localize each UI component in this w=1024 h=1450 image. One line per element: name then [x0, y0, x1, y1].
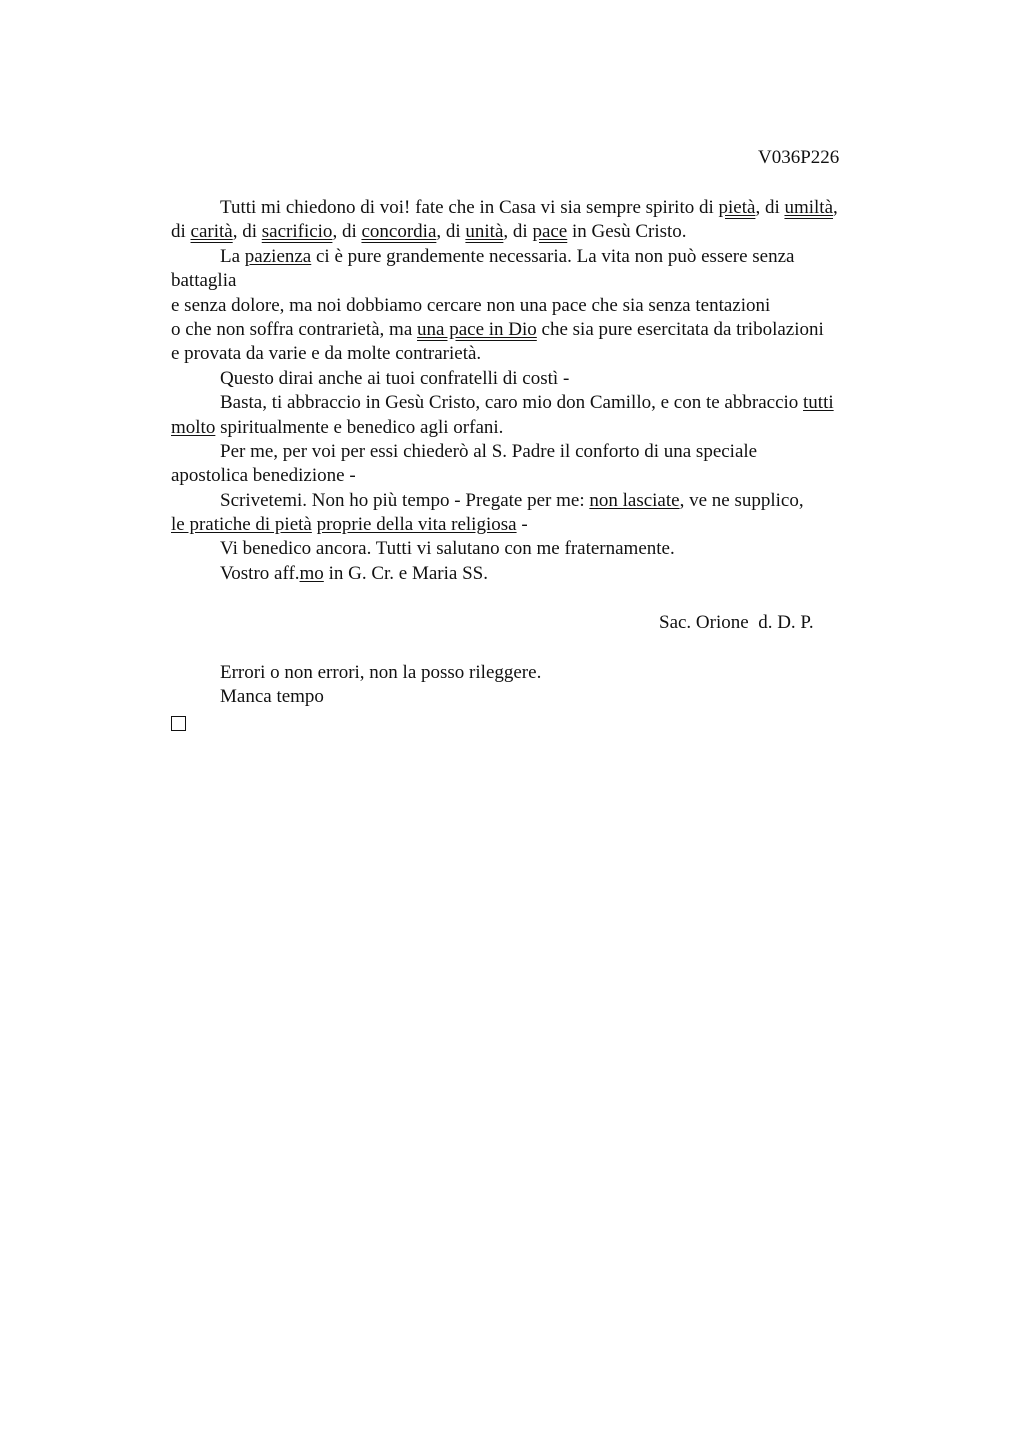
paragraph-2-line-2: battaglia [171, 270, 237, 292]
underlined-word: umiltà [784, 197, 834, 218]
underlined-phrase: le pratiche di pietà [171, 514, 312, 536]
underlined-phrase: non lasciate [589, 489, 680, 511]
underlined-word: unità [465, 221, 504, 243]
page-reference: V036P226 [758, 147, 840, 168]
underlined-phrase: proprie della vita religiosa [316, 514, 517, 536]
empty-box-icon [171, 716, 186, 731]
underlined-word: pazienza [244, 245, 312, 267]
paragraph-1-line-1: Tutti mi chiedono di voi! fate che in Casa vi sia sempre spirito di pietà, di umiltà, [220, 197, 838, 218]
signature: Sac. Orione d. D. P. [659, 612, 814, 633]
underlined-word: pace [532, 221, 568, 243]
postscript-line-1: Errori o non errori, non la posso rileggere. [220, 662, 542, 683]
underlined-word: molto [171, 416, 216, 438]
paragraph-7: Vi benedico ancora. Tutti vi salutano con me fraternamente. [220, 538, 675, 560]
paragraph-6-line-2: le pratiche di pietà proprie della vita religiosa - [171, 514, 528, 536]
underlined-abbreviation: mo [299, 562, 324, 584]
paragraph-5-line-1: Per me, per voi per essi chiederò al S. Padre il conforto di una speciale [220, 440, 758, 462]
letter-body [171, 196, 901, 586]
paragraph-3: Questo dirai anche ai tuoi confratelli di costì - [220, 367, 570, 389]
paragraph-2-line-4: o che non soffra contrarietà, ma una pace in Dio che sia pure esercitata da tribolazioni [171, 318, 824, 340]
postscript-line-2: Manca tempo [220, 686, 324, 708]
paragraph-6-line-1: Scrivetemi. Non ho più tempo - Pregate per me: non lasciate, ve ne supplico, [220, 489, 804, 511]
underlined-word: carità [190, 221, 233, 243]
paragraph-4-line-1: Basta, ti abbraccio in Gesù Cristo, caro mio don Camillo, e con te abbraccio tutti [220, 392, 834, 414]
paragraph-1-line-2: di carità, di sacrificio, di concordia, di unità, di pace in Gesù Cristo. [171, 221, 687, 243]
underlined-word: sacrificio [261, 221, 333, 243]
paragraph-2-line-3: e senza dolore, ma noi dobbiamo cercare non una pace che sia senza tentazioni [171, 294, 771, 316]
checkbox-glyph-line [171, 710, 901, 734]
underlined-phrase: una pace in Dio [417, 318, 537, 340]
closing-line: Vostro aff.mo in G. Cr. e Maria SS. [220, 562, 488, 584]
underlined-word: pietà [718, 197, 756, 218]
paragraph-2-line-1: La pazienza ci è pure grandemente necessaria. La vita non può essere senza [220, 245, 795, 267]
underlined-word: concordia [361, 221, 437, 243]
paragraph-4-line-2: molto spiritualmente e benedico agli orfani. [171, 416, 504, 438]
underlined-word: tutti [803, 392, 834, 414]
paragraph-2-line-5: e provata da varie e da molte contrarietà. [171, 343, 482, 365]
postscript [171, 661, 901, 734]
paragraph-5-line-2: apostolica benedizione - [171, 465, 356, 487]
